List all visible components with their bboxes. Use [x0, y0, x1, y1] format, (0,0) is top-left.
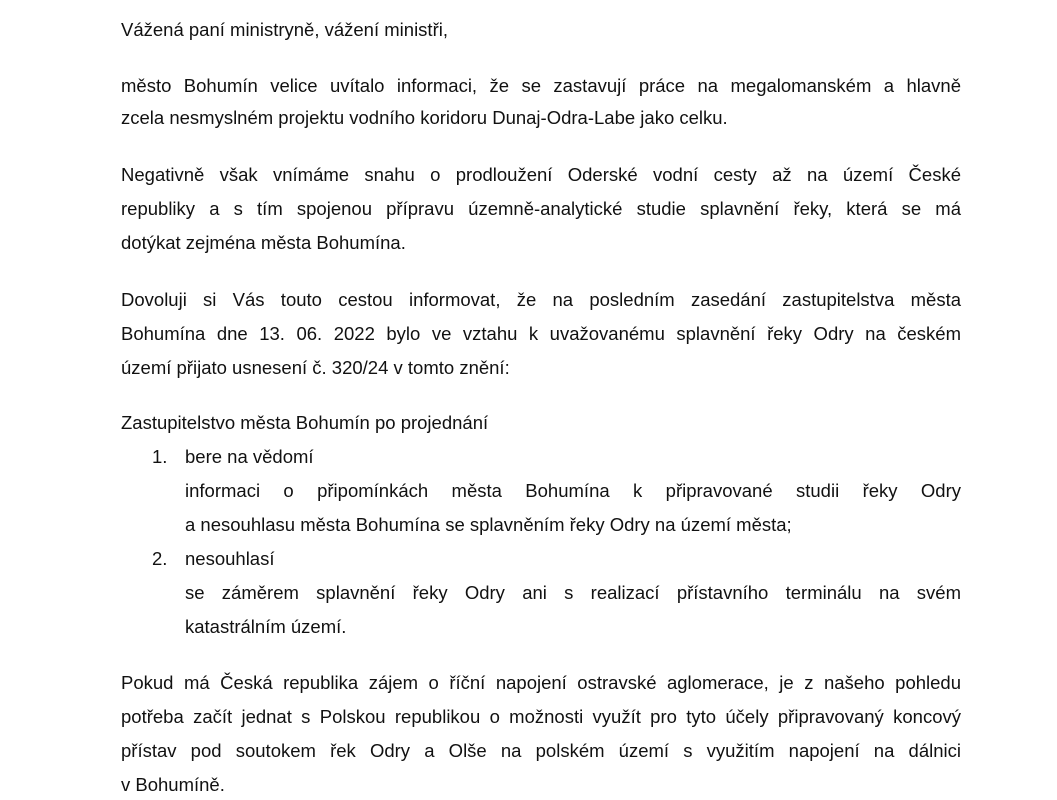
item-title: bere na vědomí — [185, 446, 314, 467]
paragraph-line: Negativně však vnímáme snahu o prodloužení Oderské vodní cesty až na území České — [121, 164, 961, 185]
paragraph-line: republiky a s tím spojenou přípravu územně-analytické studie splavnění řeky, která se má — [121, 198, 961, 219]
item-title: nesouhlasí — [185, 548, 275, 569]
resolution-intro: Zastupitelstvo města Bohumín po projednání — [121, 412, 489, 433]
item-line: se záměrem splavnění řeky Odry ani s realizací přístavního terminálu na svém — [185, 582, 961, 603]
paragraph-line: přístav pod soutokem řek Odry a Olše na polském území s využitím napojení na dálnici — [121, 740, 961, 761]
paragraph-line: v Bohumíně. — [121, 774, 225, 795]
item-number: 2. — [152, 548, 168, 569]
item-number: 1. — [152, 446, 168, 467]
paragraph-line: Pokud má Česká republika zájem o říční napojení ostravské aglomerace, je z našeho pohledu — [121, 672, 961, 693]
paragraph-line: Dovoluji si Vás touto cestou informovat, že na posledním zasedání zastupitelstva města — [121, 289, 961, 310]
paragraph-line: dotýkat zejména města Bohumína. — [121, 232, 406, 253]
item-line: informaci o připomínkách města Bohumína k připravované studii řeky Odry — [185, 480, 961, 501]
paragraph-line: město Bohumín velice uvítalo informaci, že se zastavují práce na megalomanském a hlavně — [121, 75, 961, 96]
item-line: a nesouhlasu města Bohumína se splavněním řeky Odry na území města; — [185, 514, 792, 535]
paragraph-line: potřeba začít jednat s Polskou republikou o možnosti využít pro tyto účely připravovaný koncový — [121, 706, 961, 727]
paragraph-line: zcela nesmyslném projektu vodního koridoru Dunaj-Odra-Labe jako celku. — [121, 107, 728, 128]
paragraph-line: Bohumína dne 13. 06. 2022 bylo ve vztahu k uvažovanému splavnění řeky Odry na českém — [121, 323, 961, 344]
item-line: katastrálním území. — [185, 616, 347, 637]
salutation: Vážená paní ministryně, vážení ministři, — [121, 19, 448, 40]
paragraph-line: území přijato usnesení č. 320/24 v tomto znění: — [121, 357, 510, 378]
